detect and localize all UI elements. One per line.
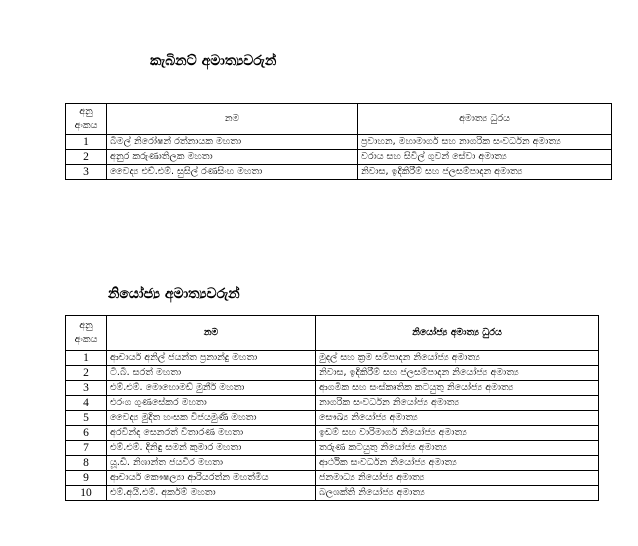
deputy-minister-portfolio: සෞඛ්‍ය නියෝජ්‍ය අමාත්‍ය (316, 411, 599, 426)
row-number: 5 (66, 411, 107, 426)
minister-name: වෛද්‍ය එච්.එම්. සුසිල් රණසිංහ මහතා (107, 165, 358, 180)
row-number: 1 (66, 351, 107, 366)
deputy-minister-portfolio: ආගමික සහ සංස්කෘතික කටයුතු නියෝජ්‍ය අමාත්‍ය (316, 381, 599, 396)
header-serial-number: අනු අංකය (66, 316, 107, 351)
table-row (66, 150, 612, 165)
table-row (66, 411, 599, 426)
deputy-minister-name: ආචාර්ය අනිල් ජයන්ත ප්‍රනාන්දු මහතා (107, 351, 316, 366)
table-row (66, 441, 599, 456)
deputy-minister-portfolio: ජනමාධ්‍ය නියෝජ්‍ය අමාත්‍ය (316, 471, 599, 486)
header-serial-number: අනු අංකය (66, 104, 107, 135)
deputy-minister-name: අරවින්ද සෙනරත් විතාරණ මහතා (107, 426, 316, 441)
table-header-row (66, 104, 612, 135)
minister-portfolio: නිවාස, ඉදිකිරීම් සහ ජලසම්පාදන අමාත්‍ය (358, 165, 612, 180)
deputy-minister-name: ආචාර්ය කෞෂල්‍යා ආරියරත්න මහත්මිය (107, 471, 316, 486)
deputy-minister-portfolio: නිවාස, ඉදිකිරීම් සහ ජලසම්පාදන නියෝජ්‍ය අමාත්‍ය (316, 366, 599, 381)
cabinet-ministers-heading: කැබිනට් අමාත්‍යවරුන් (150, 53, 277, 69)
table-row (66, 351, 599, 366)
deputy-minister-name: යූ.ඩී. නිශාන්ත ජයවීර මහතා (107, 456, 316, 471)
row-number: 10 (66, 486, 107, 501)
row-number: 8 (66, 456, 107, 471)
cabinet-ministers-table (65, 103, 612, 180)
deputy-minister-name: එම්.එම්. දිනිඳු සමන් කුමාර මහතා (107, 441, 316, 456)
table-row (66, 396, 599, 411)
deputy-minister-portfolio: නාගරික සංවර්ධන නියෝජ්‍ය අමාත්‍ය (316, 396, 599, 411)
row-number: 2 (66, 366, 107, 381)
deputy-minister-name: වෛද්‍ය මුදිත හංසක විජයමුණි මහතා (107, 411, 316, 426)
row-number: 2 (66, 150, 107, 165)
table-row (66, 426, 599, 441)
deputy-minister-name: එම්.එම්. මොහොමඩ් මුනීර් මහතා (107, 381, 316, 396)
row-number: 6 (66, 426, 107, 441)
deputy-ministers-table (65, 315, 599, 501)
table-header-row (66, 316, 599, 351)
deputy-minister-name: එරංග ගුණසේකර මහතා (107, 396, 316, 411)
row-number: 9 (66, 471, 107, 486)
table-row (66, 456, 599, 471)
row-number: 1 (66, 135, 107, 150)
deputy-minister-portfolio: බලශක්ති නියෝජ්‍ය අමාත්‍ය (316, 486, 599, 501)
deputy-minister-portfolio: ඉඩම් සහ වාරිමාර්ග නියෝජ්‍ය අමාත්‍ය (316, 426, 599, 441)
header-name: නම (107, 316, 316, 351)
table-row (66, 381, 599, 396)
minister-portfolio: වරාය සහ සිවිල් ගුවන් සේවා අමාත්‍ය (358, 150, 612, 165)
header-portfolio: අමාත්‍ය ධුරය (358, 104, 612, 135)
row-number: 3 (66, 381, 107, 396)
minister-portfolio: ප්‍රවාහන, මහාමාර්ග සහ නාගරික සංවර්ධන අමාත්‍ය (358, 135, 612, 150)
table-row (66, 165, 612, 180)
row-number: 3 (66, 165, 107, 180)
row-number: 7 (66, 441, 107, 456)
deputy-minister-portfolio: තරුණ කටයුතු නියෝජ්‍ය අමාත්‍ය (316, 441, 599, 456)
table-row (66, 135, 612, 150)
header-name: නම (107, 104, 358, 135)
deputy-minister-name: ටී.බී. සරත් මහතා (107, 366, 316, 381)
row-number: 4 (66, 396, 107, 411)
table-row (66, 471, 599, 486)
minister-name: අනුර කරුණාතිලක මහතා (107, 150, 358, 165)
deputy-ministers-heading: නියෝජ්‍ය අමාත්‍යවරුන් (108, 286, 240, 302)
deputy-minister-name: එම්.අයි.එම්. අර්කම් මහතා (107, 486, 316, 501)
deputy-minister-portfolio: මුදල් සහ ක්‍රම සම්පාදන නියෝජ්‍ය අමාත්‍ය (316, 351, 599, 366)
table-row (66, 486, 599, 501)
header-portfolio: නියෝජ්‍ය අමාත්‍ය ධුරය (316, 316, 599, 351)
deputy-minister-portfolio: ආර්ථික සංවර්ධන නියෝජ්‍ය අමාත්‍ය (316, 456, 599, 471)
table-row (66, 366, 599, 381)
minister-name: බිමල් නිරෝෂන් රත්නායක මහතා (107, 135, 358, 150)
